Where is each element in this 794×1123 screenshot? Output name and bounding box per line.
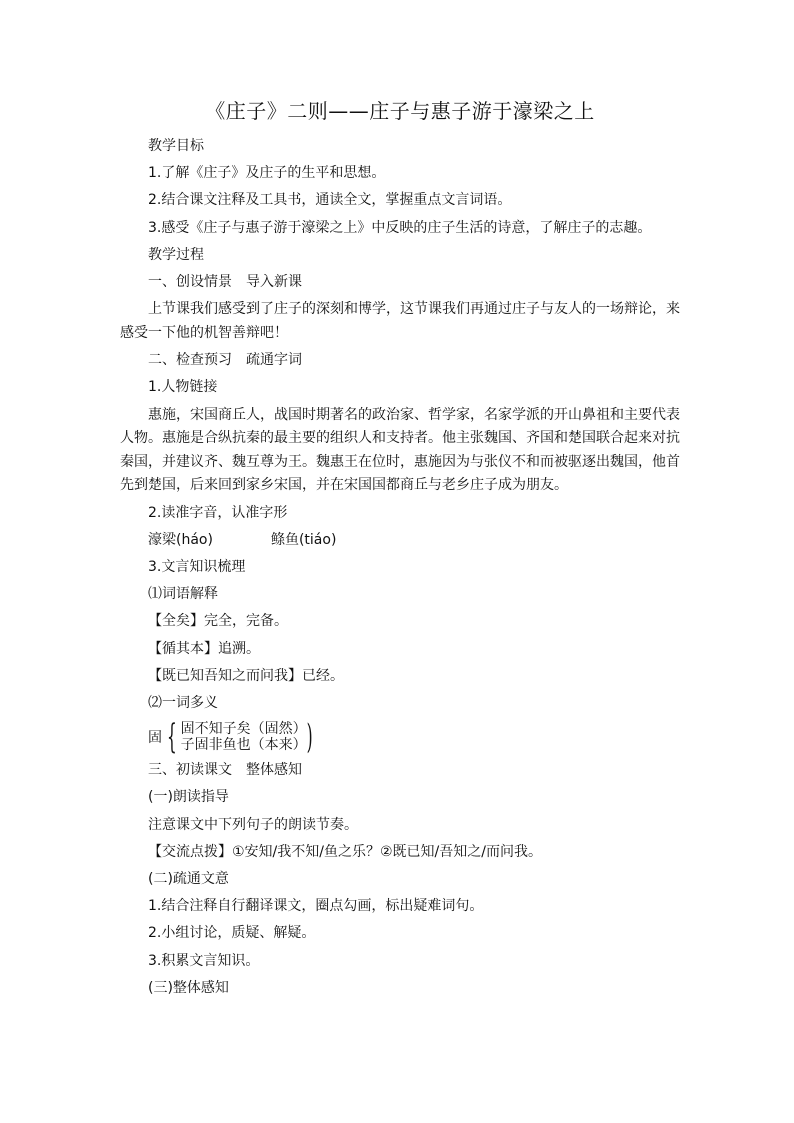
section-heading: 二、检查预习 疏通字词	[148, 352, 302, 369]
pronunciation-row	[120, 527, 680, 554]
subsection-heading: 3.文言知识梳理	[148, 559, 246, 576]
goal-item: 3.感受《庄子与惠子游于濠梁之上》中反映的庄子生活的诗意，了解庄子的志趣。	[148, 219, 652, 236]
subsection-heading: (一)朗读指导	[148, 789, 229, 806]
polysemy-meaning: 子固非鱼也（本来）	[180, 737, 307, 754]
right-brace-icon: )	[306, 717, 313, 758]
step-item: 1.结合注释自行翻译课文，圈点勾画，标出疑难词句。	[148, 898, 484, 915]
polysemy-meanings	[181, 721, 307, 753]
pronunciation-item: 濠梁(háo)	[148, 531, 213, 548]
biography-paragraph: 惠施，宋国商丘人，战国时期著名的政治家、哲学家，名家学派的开山鼻祖和主要代表人物。惠施是合纵抗秦的最主要的组织人和支持者。他主张魏国、齐国和楚国联合起来对抗秦国，并建议齐、魏互尊为王。魏惠王在位时，惠施因为与张仪不和而被驱逐出魏国，他首先到楚国，后来回到家乡宋国，并在宋国国都商丘与老乡庄子成为朋友。	[120, 406, 680, 494]
step-item: 3.积累文言知识。	[148, 952, 260, 969]
reading-note: 注意课文中下列句子的朗读节奏。	[148, 816, 358, 833]
subsection-heading: (二)疏通文意	[148, 871, 229, 888]
reading-tip: 【交流点拨】①安知/我不知/鱼之乐？②既已知/吾知之/而问我。	[148, 843, 542, 860]
subsection-heading: 2.读准字音，认准字形	[148, 504, 288, 521]
term-definition: 【循其本】追溯。	[148, 640, 260, 657]
subsection-heading: 1.人物链接	[148, 379, 218, 396]
intro-paragraph: 上节课我们感受到了庄子的深刻和博学，这节课我们再通过庄子与友人的一场辩论，来感受一下他的机智善辩吧！	[120, 301, 680, 341]
subsection-heading: (三)整体感知	[148, 979, 229, 996]
section-heading: 三、初读课文 整体感知	[148, 762, 302, 779]
term-definition: 【全矣】完全，完备。	[148, 613, 288, 630]
goal-item: 1.了解《庄子》及庄子的生平和思想。	[148, 165, 386, 182]
polysemy-meaning: 固不知子矣（固然）	[180, 721, 307, 738]
polysemy-block	[120, 717, 680, 758]
document-body	[120, 97, 680, 1002]
process-heading: 教学过程	[148, 246, 204, 263]
section-heading: 一、创设情景 导入新课	[148, 274, 302, 291]
pronunciation-item: 鲦鱼(tiáo)	[270, 531, 337, 548]
step-item: 2.小组讨论，质疑、解疑。	[148, 925, 316, 942]
goals-heading: 教学目标	[148, 138, 204, 154]
sub-heading: ⑴词语解释	[148, 586, 218, 603]
goal-item: 2.结合课文注释及工具书，通读全文，掌握重点文言词语。	[148, 192, 512, 209]
term-definition: 【既已知吾知之而问我】已经。	[148, 667, 344, 684]
sub-heading: ⑵一词多义	[148, 695, 218, 712]
polysemy-character: 固	[148, 730, 162, 747]
document-title: 《庄子》二则——庄子与惠子游于濠梁之上	[205, 99, 595, 123]
left-brace-icon: {	[166, 717, 177, 758]
